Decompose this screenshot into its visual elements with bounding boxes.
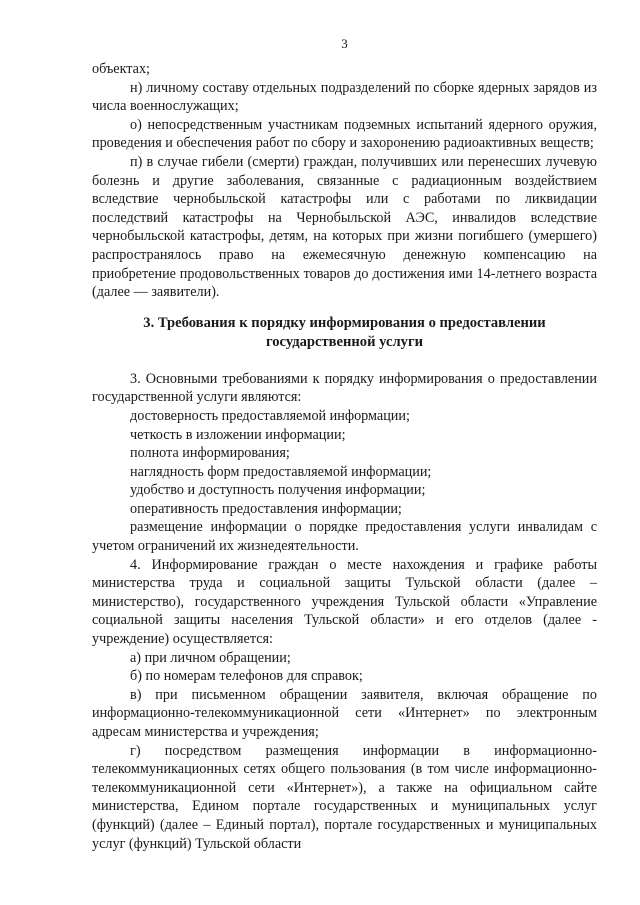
- method-item-g: г) посредством размещения информации в информационно-телекоммуникационных сетях общего пользования (в том числе информационно-телекоммуникационной сети «Интернет»), а также на официальном сайте министерства, Едином портале государственных и муниципальных услуг (функций) (далее – Единый портал), портале государственных и муниципальных услуг (функций) Тульской области: [92, 742, 597, 852]
- requirement-item: размещение информации о порядке предоставления услуги инвалидам с учетом ограничений их жизнедеятельности.: [92, 519, 597, 555]
- section-heading: [92, 314, 597, 352]
- paragraph-4: 4. Информирование граждан о месте нахождения и графике работы министерства труда и социальной защиты Тульской области (далее – министерство), государственного учреждения Тульской области «Управление социальной защиты населения Тульской области» и его отделов (далее - учреждение) осуществляется:: [92, 556, 597, 648]
- requirement-item: наглядность форм предоставляемой информации;: [130, 463, 432, 480]
- document-body: [92, 60, 597, 853]
- section-heading-line2: государственной услуги: [265, 333, 424, 350]
- requirement-item: удобство и доступность получения информации;: [130, 482, 426, 499]
- requirement-item: достоверность предоставляемой информации;: [130, 407, 410, 424]
- list-item-p: п) в случае гибели (смерти) граждан, получивших или перенесших лучевую болезнь и другие заболевания, связанные с радиационным воздействием вследствие чернобыльской катастрофы или с работами по ликвидации последствий катастрофы на Чернобыльской АЭС, инвалидов вследствие чернобыльской катастрофы, детям, на которых при жизни погибшего (умершего) распространялось право на ежемесячную денежную компенсацию на приобретение продовольственных товаров до достижения ими 14-летнего возраста (далее — заявители).: [92, 153, 597, 301]
- section-heading-line1: 3. Требования к порядку информирования о предоставлении: [143, 314, 546, 331]
- method-item-v: в) при письменном обращении заявителя, включая обращение по информационно-телекоммуникационной сети «Интернет» по электронным адресам министерства и учреждения;: [92, 686, 597, 740]
- requirement-item: оперативность предоставления информации;: [130, 500, 402, 517]
- requirement-item: полнота информирования;: [130, 445, 290, 462]
- requirement-item: четкость в изложении информации;: [130, 426, 346, 443]
- method-item-b: б) по номерам телефонов для справок;: [130, 668, 363, 685]
- page-number: 3: [341, 36, 348, 51]
- list-item-o: о) непосредственным участникам подземных испытаний ядерного оружия, проведения и обеспечения работ по сбору и захоронению радиоактивных веществ;: [92, 116, 597, 152]
- paragraph-3: 3. Основными требованиями к порядку информирования о предоставлении государственной услуги являются:: [92, 370, 597, 406]
- method-item-a: а) при личном обращении;: [130, 649, 291, 666]
- list-item-n: н) личному составу отдельных подразделений по сборке ядерных зарядов из числа военнослужащих;: [92, 79, 597, 115]
- paragraph-continuation: объектах;: [92, 61, 151, 77]
